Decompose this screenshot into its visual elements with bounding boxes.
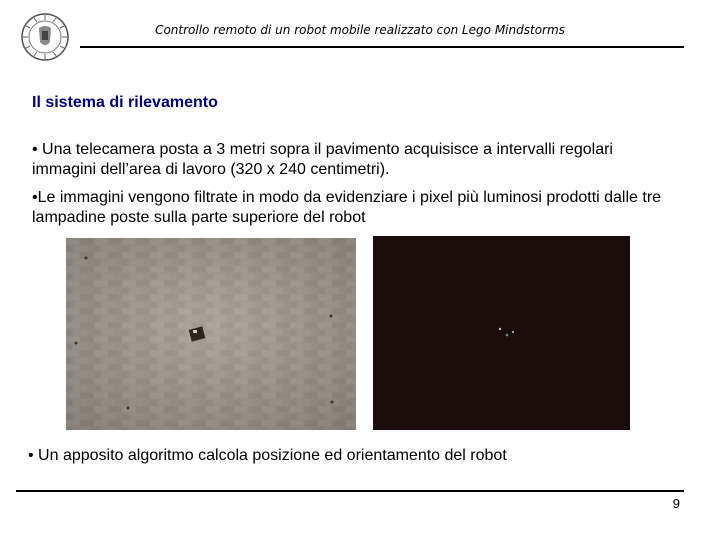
footer-divider — [16, 490, 684, 492]
header-divider — [80, 46, 684, 48]
bullet-algorithm: • Un apposito algoritmo calcola posizione ed orientamento del robot — [28, 447, 507, 464]
floor-camera-photo — [66, 238, 356, 430]
header-title: Controllo remoto di un robot mobile realizzato con Lego Mindstorms — [155, 23, 565, 37]
page-number: 9 — [672, 496, 680, 511]
filtered-camera-photo — [373, 236, 630, 430]
bullet-camera: • Una telecamera posta a 3 metri sopra il pavimento acquisisce a intervalli regolari immagini dell’area di lavoro (320 x 240 centimetri). — [32, 141, 613, 178]
section-title: Il sistema di rilevamento — [32, 94, 218, 111]
university-seal-logo — [20, 12, 70, 62]
bullet-filter: •Le immagini vengono filtrate in modo da evidenziare i pixel più luminosi prodotti dalle tre lampadine poste sulla parte superiore del robot — [32, 189, 662, 226]
